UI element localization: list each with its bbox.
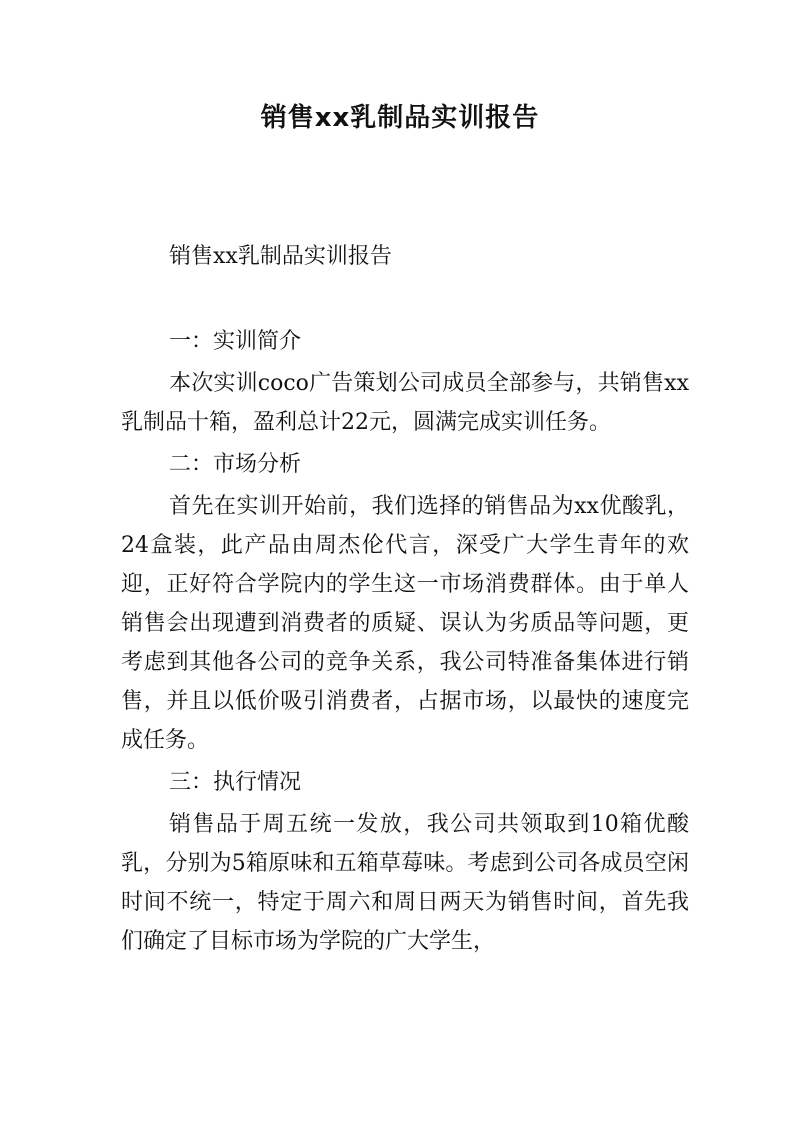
paragraph-execution: 销售品于周五统一发放，我公司共领取到10箱优酸乳，分别为5箱原味和五箱草莓味。考虑到公司各成员空闲时间不统一，特定于周六和周日两天为销售时间，首先我们确定了目标市场为学院的广大学生， [121, 812, 689, 954]
document-subtitle: 销售xx乳制品实训报告 [169, 244, 392, 269]
section-heading-execution: 三：执行情况 [169, 770, 302, 795]
document-title: 销售xx乳制品实训报告 [260, 103, 540, 133]
document-body [121, 322, 689, 964]
section-heading-market: 二：市场分析 [169, 452, 302, 477]
paragraph-intro: 本次实训coco广告策划公司成员全部参与，共销售xx乳制品十箱，盈利总计22元，圆满完成实训任务。 [121, 371, 689, 435]
paragraph-market: 首先在实训开始前，我们选择的销售品为xx优酸乳，24盒装，此产品由周杰伦代言，深受广大学生青年的欢迎，正好符合学院内的学生这一市场消费群体。由于单人销售会出现遭到消费者的质疑、误认为劣质品等问题，更考虑到其他各公司的竞争关系，我公司特准备集体进行销售，并且以低价吸引消费者，占据市场，以最快的速度完成任务。 [121, 494, 689, 753]
section-heading-intro: 一：实训简介 [169, 329, 302, 354]
